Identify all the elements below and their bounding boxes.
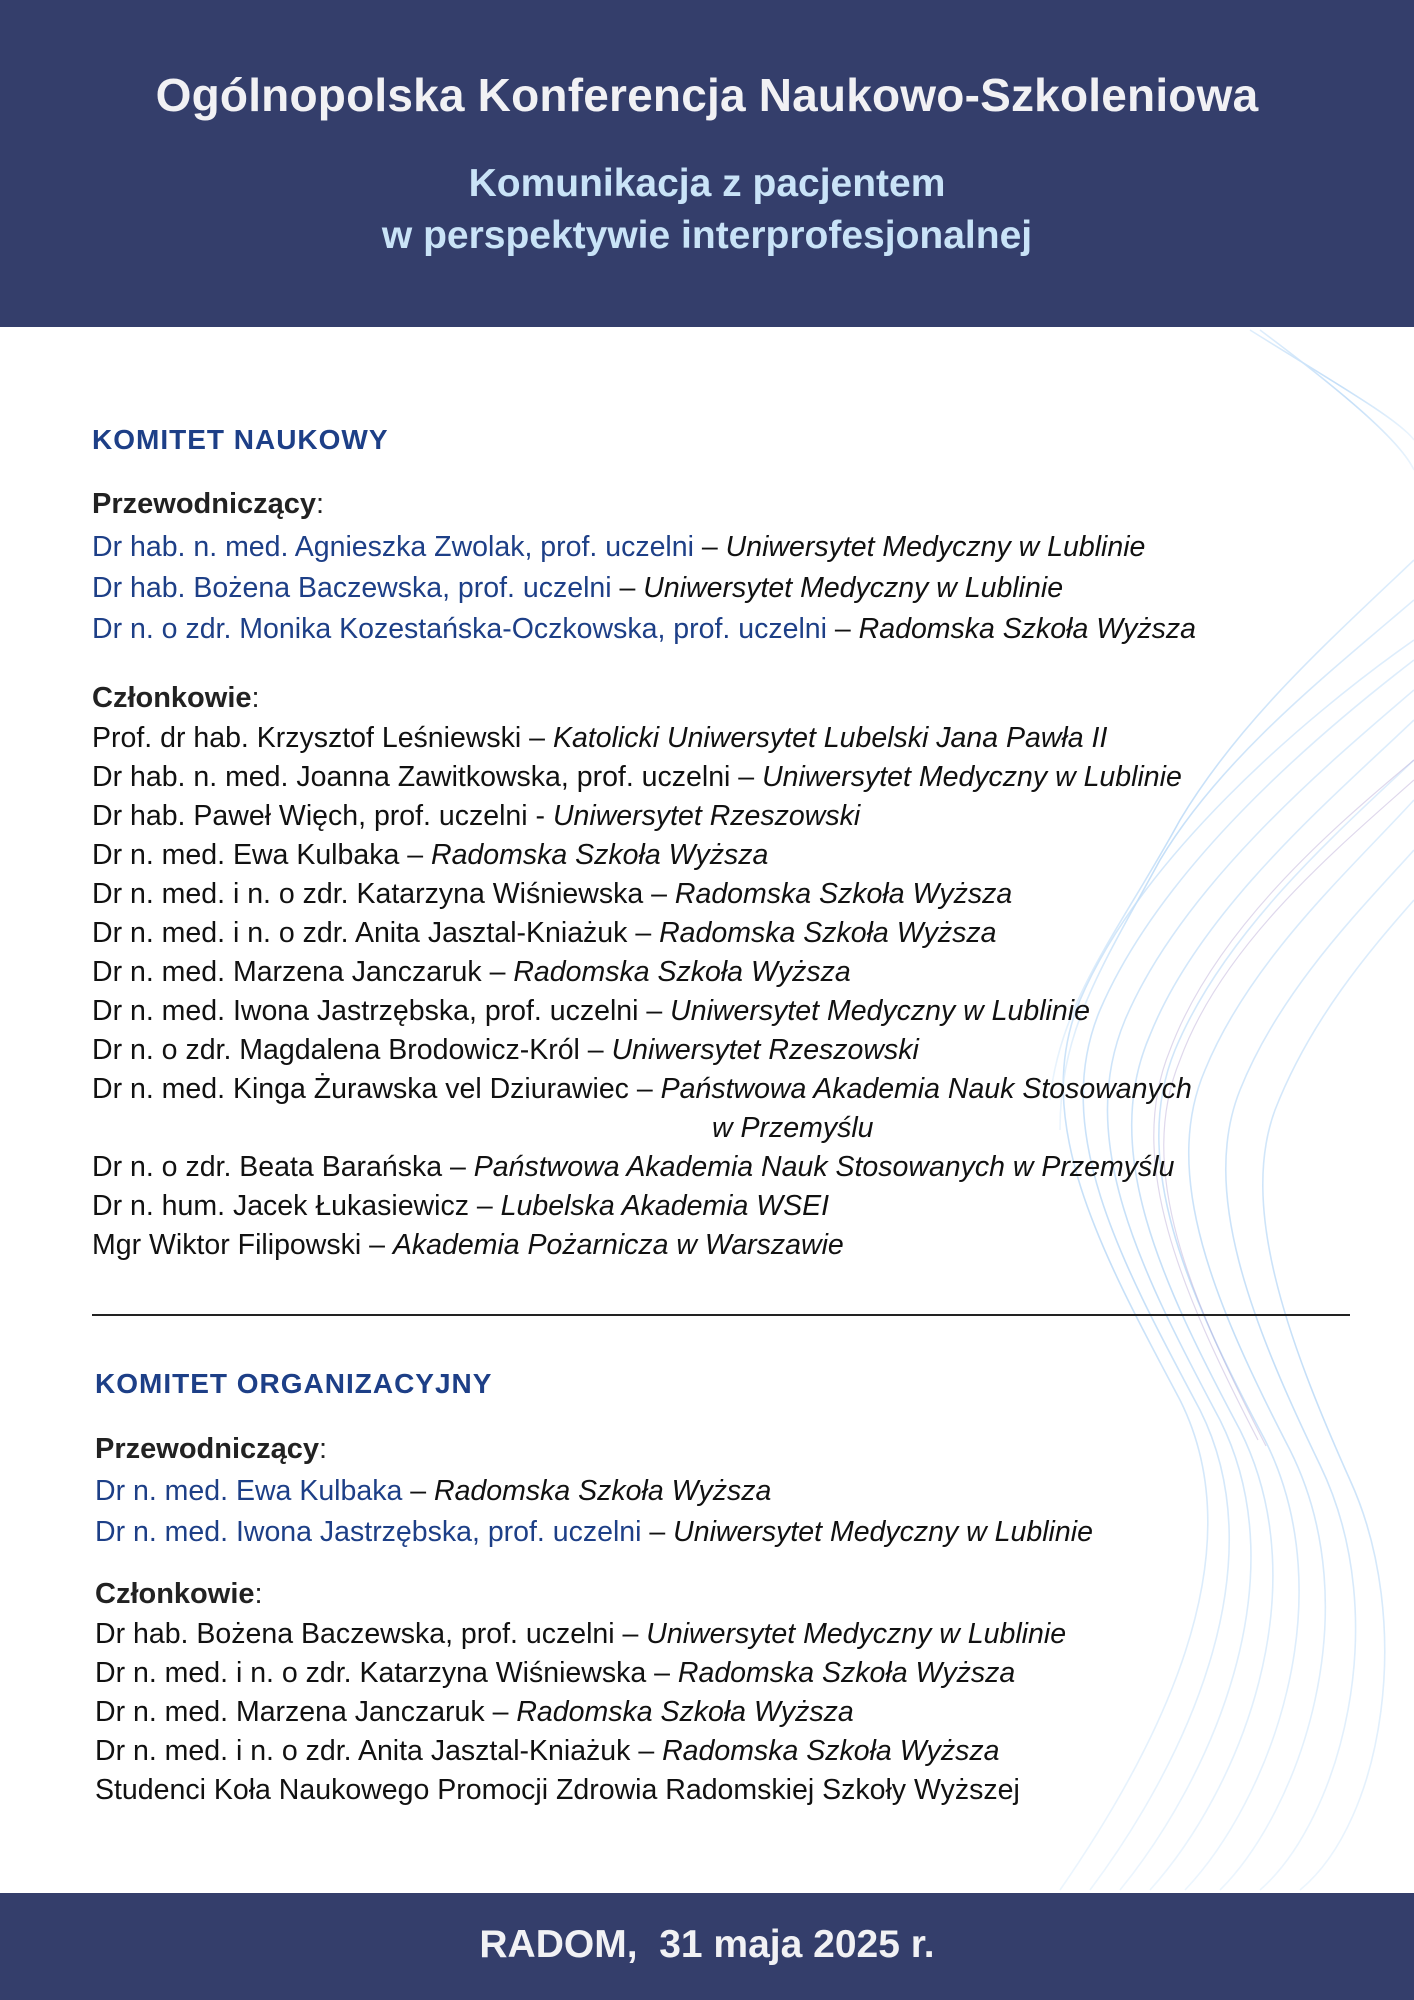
institution: Radomska Szkoła Wyższa <box>434 1475 772 1507</box>
subtitle-line-2: w perspektywie interprofesjonalnej <box>381 214 1033 257</box>
person-name: Dr hab. Bożena Baczewska, prof. uczelni <box>95 1618 615 1650</box>
institution: Akademia Pożarnicza w Warszawie <box>392 1229 844 1261</box>
organizing-member-3: Dr n. med. Marzena Janczaruk – Radomska Szkoła Wyższa <box>95 1696 854 1728</box>
organizing-chairs-label: Przewodniczący: <box>95 1433 328 1465</box>
scientific-member-5: Dr n. med. i n. o zdr. Katarzyna Wiśniewska – Radomska Szkoła Wyższa <box>92 878 1013 910</box>
person-name: Dr n. o zdr. Monika Kozestańska-Oczkowska, prof. uczelni <box>92 613 827 645</box>
scientific-member-1: Prof. dr hab. Krzysztof Leśniewski – Katolicki Uniwersytet Lubelski Jana Pawła II <box>92 722 1108 754</box>
organizing-chair-2: Dr n. med. Iwona Jastrzębska, prof. uczelni – Uniwersytet Medyczny w Lublinie <box>95 1516 1093 1548</box>
organizing-member-1: Dr hab. Bożena Baczewska, prof. uczelni – Uniwersytet Medyczny w Lublinie <box>95 1618 1067 1650</box>
institution: Radomska Szkoła Wyższa <box>858 613 1197 645</box>
institution: Radomska Szkoła Wyższa <box>674 878 1013 910</box>
institution: Uniwersytet Medyczny w Lublinie <box>673 1516 1093 1548</box>
person-name: Dr n. med. i n. o zdr. Katarzyna Wiśniewska <box>95 1657 647 1689</box>
institution: Uniwersytet Medyczny w Lublinie <box>762 761 1182 793</box>
person-name: Dr n. med. Kinga Żurawska vel Dziurawiec <box>92 1073 629 1105</box>
institution: Uniwersytet Rzeszowski <box>552 800 861 832</box>
scientific-member-12: Dr n. hum. Jacek Łukasiewicz – Lubelska Akademia WSEI <box>92 1190 830 1222</box>
institution: Radomska Szkoła Wyższa <box>431 839 769 871</box>
person-name: Dr hab. Paweł Więch, prof. uczelni <box>92 800 528 832</box>
section-divider <box>92 1314 1350 1316</box>
scientific-chair-2: Dr hab. Bożena Baczewska, prof. uczelni – Uniwersytet Medyczny w Lublinie <box>92 572 1064 604</box>
scientific-member-13: Mgr Wiktor Filipowski – Akademia Pożarnicza w Warszawie <box>92 1229 844 1261</box>
person-name: Dr n. med. Iwona Jastrzębska, prof. uczelni <box>95 1516 642 1548</box>
scientific-chair-1: Dr hab. n. med. Agnieszka Zwolak, prof. uczelni – Uniwersytet Medyczny w Lublinie <box>92 531 1146 563</box>
person-name: Dr n. o zdr. Magdalena Brodowicz-Król <box>92 1034 580 1066</box>
scientific-member-6: Dr n. med. i n. o zdr. Anita Jasztal-Kniażuk – Radomska Szkoła Wyższa <box>92 917 997 949</box>
person-name: Dr hab. n. med. Agnieszka Zwolak, prof. uczelni <box>92 531 694 563</box>
scientific-member-2: Dr hab. n. med. Joanna Zawitkowska, prof. uczelni – Uniwersytet Medyczny w Lublinie <box>92 761 1182 793</box>
institution: Lubelska Akademia WSEI <box>500 1190 830 1222</box>
scientific-member-3: Dr hab. Paweł Więch, prof. uczelni - Uniwersytet Rzeszowski <box>92 800 861 832</box>
institution: Radomska Szkoła Wyższa <box>513 956 851 988</box>
person-name: Dr n. hum. Jacek Łukasiewicz <box>92 1190 469 1222</box>
institution: Radomska Szkoła Wyższa <box>662 1735 1000 1767</box>
institution: Państwowa Akademia Nauk Stosowanych w Przemyślu <box>473 1151 1175 1183</box>
person-name: Dr n. med. i n. o zdr. Anita Jasztal-Kniażuk <box>95 1735 631 1767</box>
person-name: Studenci Koła Naukowego Promocji Zdrowia Radomskiej Szkoły Wyższej <box>95 1774 1020 1806</box>
person-name: Mgr Wiktor Filipowski <box>92 1229 362 1261</box>
scientific-chairs-label: Przewodniczący: <box>92 488 325 520</box>
institution: Uniwersytet Medyczny w Lublinie <box>646 1618 1067 1650</box>
institution: Katolicki Uniwersytet Lubelski Jana Pawła II <box>552 722 1108 754</box>
person-name: Dr n. med. i n. o zdr. Anita Jasztal-Kniażuk <box>92 917 628 949</box>
person-name: Dr n. med. Iwona Jastrzębska, prof. uczelni <box>92 995 639 1027</box>
conference-title: Ogólnopolska Konferencja Naukowo-Szkoleniowa <box>155 69 1259 121</box>
person-name: Dr n. o zdr. Beata Barańska <box>92 1151 443 1183</box>
institution: Uniwersytet Medyczny w Lublinie <box>670 995 1090 1027</box>
place-and-date: RADOM, 31 maja 2025 r. <box>479 1923 935 1966</box>
institution: Państwowa Akademia Nauk Stosowanych <box>660 1073 1192 1105</box>
person-name: Dr hab. Bożena Baczewska, prof. uczelni <box>92 572 612 604</box>
institution: Uniwersytet Rzeszowski <box>611 1034 919 1066</box>
scientific-member-7: Dr n. med. Marzena Janczaruk – Radomska Szkoła Wyższa <box>92 956 851 988</box>
institution: Radomska Szkoła Wyższa <box>677 1657 1016 1689</box>
organizing-members-label: Członkowie: <box>95 1578 263 1610</box>
person-name: Dr n. med. Marzena Janczaruk <box>95 1696 485 1728</box>
scientific-member-11: Dr n. o zdr. Beata Barańska – Państwowa Akademia Nauk Stosowanych w Przemyślu <box>92 1151 1175 1183</box>
footer-banner <box>0 1893 1414 2000</box>
institution: Radomska Szkoła Wyższa <box>659 917 997 949</box>
scientific-member-4: Dr n. med. Ewa Kulbaka – Radomska Szkoła Wyższa <box>92 839 769 871</box>
scientific-members-label: Członkowie: <box>92 682 260 714</box>
person-name: Dr n. med. i n. o zdr. Katarzyna Wiśniewska <box>92 878 644 910</box>
organizing-member-5 <box>95 1771 1020 1810</box>
organizing-chair-1: Dr n. med. Ewa Kulbaka – Radomska Szkoła Wyższa <box>95 1475 772 1507</box>
person-name: Prof. dr hab. Krzysztof Leśniewski <box>92 722 522 754</box>
subtitle-line-1: Komunikacja z pacjentem <box>468 162 946 205</box>
conference-subtitle <box>0 158 1414 262</box>
scientific-committee-title: KOMITET NAUKOWY <box>92 424 389 455</box>
scientific-member-9: Dr n. o zdr. Magdalena Brodowicz-Król – Uniwersytet Rzeszowski <box>92 1034 919 1066</box>
institution: Radomska Szkoła Wyższa <box>516 1696 854 1728</box>
organizing-member-4: Dr n. med. i n. o zdr. Anita Jasztal-Kniażuk – Radomska Szkoła Wyższa <box>95 1735 1000 1767</box>
organizing-member-2: Dr n. med. i n. o zdr. Katarzyna Wiśniewska – Radomska Szkoła Wyższa <box>95 1657 1016 1689</box>
person-name: Dr n. med. Ewa Kulbaka <box>92 839 400 871</box>
person-name: Dr n. med. Marzena Janczaruk <box>92 956 482 988</box>
header-banner <box>0 0 1414 327</box>
institution: Uniwersytet Medyczny w Lublinie <box>725 531 1146 563</box>
organizing-committee-title: KOMITET ORGANIZACYJNY <box>95 1368 493 1399</box>
institution: Uniwersytet Medyczny w Lublinie <box>643 572 1064 604</box>
person-name: Dr n. med. Ewa Kulbaka <box>95 1475 403 1507</box>
person-name: Dr hab. n. med. Joanna Zawitkowska, prof. uczelni <box>92 761 731 793</box>
scientific-member-10: Dr n. med. Kinga Żurawska vel Dziurawiec – Państwowa Akademia Nauk Stosowanych w Przemyślu <box>92 1070 1192 1148</box>
scientific-chair-3: Dr n. o zdr. Monika Kozestańska-Oczkowska, prof. uczelni – Radomska Szkoła Wyższa <box>92 613 1197 645</box>
scientific-member-8: Dr n. med. Iwona Jastrzębska, prof. uczelni – Uniwersytet Medyczny w Lublinie <box>92 995 1090 1027</box>
institution-continuation: w Przemyślu <box>712 1112 874 1144</box>
